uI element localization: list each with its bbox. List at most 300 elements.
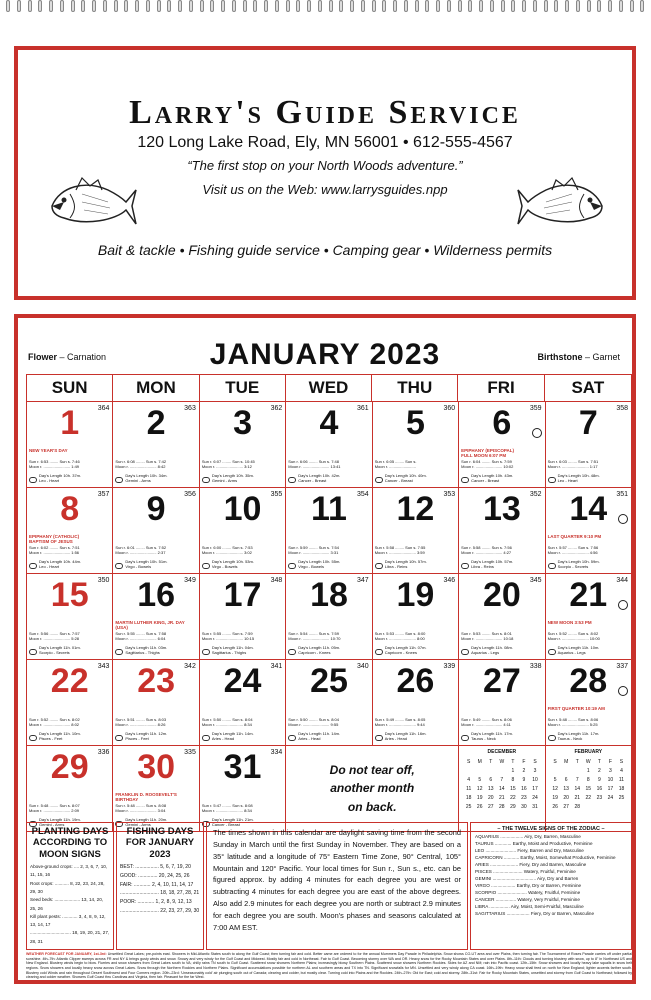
mini-date: 19: [476, 794, 483, 801]
spiral-loop: [393, 0, 397, 12]
mini-date: 17: [607, 785, 614, 792]
day-number: 20: [482, 576, 521, 614]
day-number: 15: [50, 576, 89, 614]
zodiac-sign-icon: [202, 563, 210, 569]
sun-times: Sun r. 5:50 ........ Sun s. 8:04 Moon r. ........................ 8:34: [201, 717, 253, 728]
day-number: 30: [137, 748, 176, 786]
mini-date: [594, 802, 605, 811]
fishing-title: FISHING DAYS FOR JANUARY 2023: [125, 826, 195, 860]
days-remaining: 353: [443, 491, 456, 498]
mini-date: 5: [553, 776, 557, 783]
mini-date: [561, 766, 572, 775]
spiral-loop: [114, 0, 118, 12]
days-remaining: 342: [184, 663, 196, 670]
mini-date: [474, 766, 485, 775]
moon-phase-icon: [618, 600, 628, 610]
spiral-loop: [587, 0, 591, 12]
day-length: Day's Length 11h. 17m. Taurus - Neck: [557, 731, 600, 742]
mini-date: 8: [586, 776, 590, 783]
mini-date: [605, 802, 616, 811]
mini-weekday: F: [608, 758, 612, 765]
day-cell: [200, 574, 286, 660]
spiral-loop: [404, 0, 408, 12]
sun-times: Sun r. 5:58 ........ Sun s. 7:55 Moon r. ........................ 3:59: [374, 545, 426, 556]
day-length: Day's Length 11h. 01m. Scorpio - Secrets: [39, 645, 81, 656]
day-length: Day's Length 11h. 10m. Pisces - Feet: [39, 731, 81, 742]
days-remaining: 351: [616, 491, 628, 498]
sun-times: Sun r. 6:03 ........ Sun s. 7:51 Moon r. ........................ 1:17: [547, 459, 599, 470]
calendar-footer: [26, 822, 632, 950]
day-number: 18: [310, 576, 348, 614]
sun-times: Sun r. 6:02 ........ Sun s. 7:51 Moon r. ........................ 1:56: [29, 545, 80, 556]
spiral-loop: [597, 0, 601, 12]
planting-days-box: [26, 822, 114, 950]
zodiac-sign-icon: [29, 563, 37, 569]
day-length: Day's Length 10h. 40m. Cancer - Breast: [384, 473, 427, 484]
days-remaining: 354: [357, 491, 369, 498]
sun-times: Sun r. 5:59 ........ Sun s. 7:54 Moon r. ........................ 3:31: [288, 545, 339, 556]
zodiac-sign-icon: [461, 563, 469, 569]
mini-date: 16: [596, 785, 603, 792]
company-website: Visit us on the Web: www.larrysguides.npp: [202, 182, 448, 197]
mini-date: 28: [499, 803, 505, 810]
month-title: JANUARY 2023: [209, 338, 441, 371]
day-cell: [373, 660, 459, 746]
day-length: Day's Length 11h. 04m. Sagittarius - Thighs: [211, 645, 254, 656]
mini-date: 6: [564, 776, 568, 783]
day-number: 29: [50, 748, 89, 786]
weekday-tue: TUE: [200, 375, 286, 401]
mini-date: 27: [487, 803, 494, 810]
spiral-loop: [458, 0, 462, 12]
zodiac-sign-icon: [288, 477, 296, 483]
spiral-loop: [243, 0, 247, 12]
spiral-loop: [479, 0, 483, 12]
day-number: 19: [396, 576, 435, 614]
day-length: Day's Length 11h. 14m. Aries - Head: [211, 731, 254, 742]
spiral-loop: [501, 0, 505, 12]
sun-times: Sun r. 5:54 ........ Sun s. 7:59 Moon r. ........................ 10:70: [288, 631, 341, 642]
days-remaining: 363: [184, 405, 196, 412]
time-info-text: The times shown in this calendar are daylight saving time from the second Sunday in March until the first Sunday in November. They are based on a 35° latitude and a longitude of 75° Eastern Time Zone, 90° Central, 105° Mountain and 120° Pacific. Your local times for Sun r., Sun s., etc. can be figured approx. by adding 4 minutes for each degree you are west or subtracting 4 minutes for each degree you are east of the above degrees. Also add 2.9 minutes for each degree you are north or subtract 2.9 minutes for each degree you are south. Moon's phases and seasons calculated at 7:00 AM EST.: [206, 822, 468, 950]
mini-date: 17: [532, 785, 538, 792]
day-length: Day's Length 10h. 57m. Libra - Reins: [384, 559, 427, 570]
day-number: 9: [146, 490, 166, 528]
days-remaining: 335: [184, 749, 196, 756]
spiral-loop: [6, 0, 10, 12]
zodiac-line: TAURUS ............. Earthy, Moist and Productive, Feminine: [475, 840, 593, 846]
mini-date: 12: [476, 785, 483, 792]
day-number: 17: [223, 576, 262, 614]
calendar-header: [18, 338, 632, 378]
spiral-loop: [511, 0, 515, 12]
day-cell: [113, 488, 199, 574]
day-length: Day's Length 10h. 51m. Virgo - Bowels: [125, 559, 168, 570]
zodiac-sign-icon: [115, 649, 123, 655]
day-number: 4: [319, 404, 339, 442]
sun-times: Sun r. 5:53 ........ Sun s. 8:01 Moon r. ........................ 10:18: [461, 631, 514, 642]
days-remaining: 340: [357, 663, 369, 670]
days-remaining: 362: [270, 405, 283, 412]
planting-line: Seed beds: .................... 13, 14, 20, 25, 26: [30, 897, 104, 911]
day-length: Day's Length 10h. 55m. Virgo - Bowels: [298, 559, 341, 570]
day-number: 31: [223, 748, 262, 786]
day-length: Day's Length 10h. 44m. Leo - Heart: [39, 559, 82, 570]
sun-times: Sun r. 5:57 ........ Sun s. 7:56 Moon r. ........................ 4:56: [547, 545, 599, 556]
mini-date: 30: [521, 803, 527, 810]
day-length: Day's Length 11h. 05m. Capricorn - Knees: [298, 645, 341, 656]
day-length: Day's Length 10h. 35m. Gemini - Arms: [211, 473, 254, 484]
spiral-loop: [264, 0, 268, 12]
zodiac-line: LEO ........................ Fiery, Barren and Dry, Masculine: [475, 847, 584, 853]
days-remaining: 334: [270, 749, 283, 756]
mini-date: 12: [552, 785, 558, 792]
day-cell: [546, 488, 632, 574]
zodiac-sign-icon: [288, 563, 296, 569]
zodiac-line: LIBRA ................ Airy, Moist, Semi-Fruitful, Masculine: [475, 903, 584, 909]
mini-calendar-table: [463, 757, 540, 811]
spiral-loop: [200, 0, 204, 12]
days-remaining: 355: [270, 491, 283, 498]
mini-weekday: S: [553, 758, 557, 765]
company-tagline: “The first stop on your North Woods adventure.”: [187, 158, 463, 173]
mini-date: 23: [596, 794, 603, 801]
zodiac-line: ARIES ...................... Fiery, Dry and Barren, Masculine: [475, 861, 587, 867]
spiral-loop: [38, 0, 42, 12]
zodiac-sign-icon: [288, 735, 296, 741]
days-remaining: 341: [270, 663, 283, 670]
days-remaining: 347: [357, 577, 369, 584]
day-cell: [27, 488, 113, 574]
day-number: 16: [137, 576, 176, 614]
day-number: 11: [311, 490, 347, 528]
weekday-fri: FRI: [458, 375, 544, 401]
spiral-loop: [640, 0, 644, 12]
mini-date: 3: [533, 767, 537, 774]
mini-date: 15: [585, 785, 592, 792]
holiday-label: NEW MOON 3:53 PM: [547, 620, 592, 625]
zodiac-box: [470, 822, 632, 950]
spiral-loop: [630, 0, 634, 12]
days-remaining: 346: [443, 577, 456, 584]
zodiac-sign-icon: [375, 563, 383, 569]
holiday-label: MARTIN LUTHER KING, JR. DAY (USA): [115, 620, 185, 631]
mini-date: 22: [510, 794, 516, 801]
weather-forecast: WEATHER FORECAST FOR JANUARY, 1st-3rd: Unsettled Great Lakes; pre-points east. Showers in Mid-Atlantic States south to along the Gulf Coast; then turning fair and cold. Better came are ordered to for the annual Mummers Day Parade in Philadelphia. Snow shows CO-UT area and over Plains, then turning fair. The Tournament of Roses Parade carries off under partial sunshine. 4th–7th: Atlantic Clipper sweeps across FR and NY & brings gusty winds and snow. Snowy and very windy for the Gulf Coast and Midwest. Mostly fair and cold in Northeast. Fair to Gulf Coast. Becoming stormy over WA and OR. Heavy snow for the Rocky Mountain States and over Plains. 8th–11th: Clouds and turning blustery with snow, up to 8" in Northeast US and New England. Blustery winds begin to blow. Flurries and snow showers from Great Lakes south to VA; chilly rains TN south to Gulf Coast. Scattered snow showers Northern Plains; increasingly blowy Southern Plains. Scattered snow showers Northern Rockies. Skies for AZ and NM; rain into Pacific coast. 12th–15th: Snow showers and locally heavy lake squalls in snow belt regions. Snow showers and locally heavy snow across Great Lakes. Snow through the Northern Rockies and Northern Plains. Significant accumulations possible for northern AL and southern areas and TX into TN. Significant snowfalls for MN. Unsettled and very windy along CA coast. 16th–19th: Heavy snow shall feed on north for New England; lighter accents farther south. Blustery cold Winds and rain throughout Desert Southwest and Four Corners region. 20th–23rd: 'Unseasonably cold' air plunging south out of Canada; clearing and colder, but mostly clear. Turning cold into Plains and the Rockies. 24th–27th: Old for East; cold and stormy. 28th–31st: Fair for Rocky Mountain States, unsettled and stormy from Gulf Coast to Northeast; followed by clearing and colder weather. Showers Gulf Coast thru Carolinas and Virginia, then fair. Pleasant for the far West.: [26, 952, 632, 980]
spiral-loop: [490, 0, 494, 12]
spiral-loop: [210, 0, 214, 12]
day-cell: [286, 488, 372, 574]
mini-date: 26: [476, 803, 483, 810]
mini-date: 1: [511, 767, 515, 774]
zodiac-sign-icon: [461, 735, 469, 741]
zodiac-sign-icon: [202, 735, 210, 741]
spiral-loop: [81, 0, 85, 12]
zodiac-sign-icon: [548, 649, 556, 655]
planting-line: ................................ 18, 19, 20, 21, 27, 28, 31: [30, 930, 110, 944]
mini-date: 21: [499, 794, 505, 801]
spiral-loop: [318, 0, 322, 12]
day-length: Day's Length 10h. 42m. Cancer - Breast: [298, 473, 341, 484]
spiral-loop: [544, 0, 548, 12]
day-length: Day's Length 11h. 10m. Aquarius - Legs: [557, 645, 600, 656]
zodiac-sign-icon: [29, 649, 37, 655]
spiral-binding: [0, 0, 651, 14]
zodiac-sign-icon: [375, 735, 383, 741]
company-services: Bait & tackle • Fishing guide service • Camping gear • Wilderness permits: [97, 242, 553, 258]
holiday-label: NEW YEAR'S DAY: [29, 448, 68, 453]
zodiac-sign-icon: [115, 477, 123, 483]
mini-calendar-title: DECEMBER: [487, 749, 517, 755]
day-cell: [546, 660, 632, 746]
mini-weekday: S: [466, 758, 471, 765]
fishing-line: GOOD: .............. 20, 24, 25, 26: [120, 872, 190, 879]
day-number: 13: [482, 490, 521, 528]
mini-date: 2: [522, 767, 526, 774]
spiral-loop: [576, 0, 580, 12]
mini-calendar-february: [546, 746, 632, 832]
day-number: 8: [60, 490, 80, 528]
day-cell: [286, 402, 372, 488]
fishing-line: FAIR: ............ 2, 4, 10, 11, 14, 17: [120, 881, 194, 888]
sun-times: Sun r. 5:48 ........ Sun s. 8:08 Moon r. ........................ 3:04: [115, 803, 167, 814]
mini-date: 29: [510, 803, 516, 810]
day-number: 21: [569, 576, 608, 614]
zodiac-sign-icon: [115, 563, 123, 569]
mini-date: 5: [478, 776, 482, 783]
mini-date: 21: [574, 794, 580, 801]
day-number: 6: [492, 404, 512, 442]
mini-date: 24: [607, 794, 614, 801]
spiral-loop: [425, 0, 429, 12]
spiral-loop: [71, 0, 75, 12]
mini-date: 7: [500, 776, 504, 783]
mini-date: [572, 766, 583, 775]
fishing-days-box: [116, 822, 204, 950]
calendar-panel: [14, 314, 636, 984]
spiral-loop: [382, 0, 386, 12]
days-remaining: 356: [184, 491, 196, 498]
day-cell: [200, 402, 286, 488]
mini-calendar-table: [550, 757, 627, 811]
sun-times: Sun r. 6:53 ........ Sun s. 7:46 Moon r. ........................ 1:49: [29, 459, 80, 470]
sun-times: Sun r. 5:51 ........ Sun s. 8:03 Moon r. ........................ 8:26: [115, 717, 167, 728]
zodiac-sign-icon: [461, 649, 469, 655]
day-cell: [27, 574, 113, 660]
mini-weekday: T: [575, 758, 579, 765]
company-name: Larry's Guide Service: [129, 94, 521, 131]
day-cell: [459, 488, 545, 574]
day-length: Day's Length 11h. 03m. Sagittarius - Thighs: [125, 645, 168, 656]
day-number: 28: [569, 662, 608, 700]
day-number: 5: [405, 404, 425, 442]
sun-times: Sun r. 5:56 ........ Sun s. 7:57 Moon r. ........................ 5:28: [29, 631, 80, 642]
sun-times: Sun r. 6:01 ........ Sun s. 7:52 Moon r. ........................ 2:37: [115, 545, 167, 556]
mini-date: [463, 766, 474, 775]
mini-date: 20: [487, 794, 494, 801]
spiral-loop: [361, 0, 365, 12]
zodiac-line: CAPRICORN ............ Earthy, Moist, Somewhat Productive, Feminine: [475, 854, 616, 860]
mini-weekday: T: [489, 758, 493, 765]
day-length: Day's Length 10h. 59m. Scorpio - Secrets: [557, 559, 600, 570]
spiral-loop: [619, 0, 623, 12]
holiday-label: FRANKLIN D. ROOSEVELT'S BIRTHDAY: [115, 792, 177, 803]
calendar-grid: [26, 374, 632, 832]
day-cell: [459, 402, 545, 488]
mini-date: 9: [522, 776, 526, 783]
day-length: Day's Length 11h. 07m. Capricorn - Knees: [384, 645, 427, 656]
day-length: Day's Length 11h. 12m. Pisces - Feet: [125, 731, 168, 742]
zodiac-sign-icon: [202, 649, 210, 655]
days-remaining: 338: [529, 663, 542, 670]
weekday-wed: WED: [286, 375, 372, 401]
spiral-loop: [608, 0, 612, 12]
spiral-loop: [167, 0, 171, 12]
day-cell: [373, 402, 459, 488]
spiral-loop: [468, 0, 472, 12]
mini-date: 20: [563, 794, 569, 801]
zodiac-sign-icon: [202, 477, 210, 483]
mini-date: 14: [499, 785, 505, 792]
mini-weekday: S: [533, 758, 537, 765]
sun-times: Sun r. 6:06 ........ Sun s. 7:48 Moon r. ........................ 13:41: [288, 459, 341, 470]
spiral-loop: [275, 0, 279, 12]
spiral-loop: [554, 0, 558, 12]
calendar-weeks: [26, 402, 632, 832]
weekday-sat: SAT: [571, 378, 605, 397]
mini-date: 6: [489, 776, 493, 783]
day-cell: [286, 574, 372, 660]
mini-date: [485, 766, 496, 775]
day-cell: [459, 660, 545, 746]
zodiac-title: – THE TWELVE SIGNS OF THE ZODIAC –: [497, 826, 605, 832]
mini-calendar-december: [459, 746, 545, 832]
mini-date: 24: [532, 794, 538, 801]
fishing-line: POOR: ............ 1, 2, 8, 9, 12, 13: [120, 899, 192, 906]
moon-phase-icon: [618, 686, 628, 696]
mini-date: 9: [597, 776, 601, 783]
spiral-loop: [124, 0, 128, 12]
day-number: 24: [223, 662, 262, 700]
spiral-loop: [447, 0, 451, 12]
mini-date: [550, 766, 561, 775]
spiral-loop: [565, 0, 569, 12]
zodiac-sign-icon: [548, 735, 556, 741]
day-length: Day's Length 10h. 43m. Cancer - Breast: [471, 473, 514, 484]
day-length: Day's Length 10h. 57m. Libra - Reins: [471, 559, 514, 570]
zodiac-sign-icon: [548, 563, 556, 569]
days-remaining: 343: [97, 663, 110, 670]
mini-date: 7: [575, 776, 579, 783]
day-length: Day's Length 10h. 34m. Gemini - Arms: [125, 473, 168, 484]
sun-times: Sun r. 5:52 ........ Sun s. 8:02 Moon r. ........................ 8:02: [29, 717, 80, 728]
sun-times: Sun r. 6:04 ........ Sun s. 7:59 Moon r. ........................ 10:02: [461, 459, 514, 470]
day-length: Day's Length 11h. 16m. Aries - Head: [384, 731, 427, 742]
sun-times: Sun r. 5:52 ........ Sun s. 8:02 Moon r. ........................ 10:00: [547, 631, 600, 642]
fishing-line: ............................ 22, 23, 27, 29, 30: [120, 907, 200, 914]
weekday-thu: THU: [372, 375, 458, 401]
mini-date: [496, 766, 507, 775]
day-cell: [200, 660, 286, 746]
mini-date: 25: [618, 794, 625, 801]
days-remaining: 349: [184, 577, 196, 584]
zodiac-line: SAGITTARIUS .................. Fiery, Dry or Barren, Masculine: [475, 910, 595, 916]
mini-weekday: T: [511, 758, 515, 765]
weekday-mon: MON: [113, 375, 199, 401]
zodiac-sign-icon: [375, 649, 383, 655]
days-remaining: 348: [270, 577, 283, 584]
spiral-loop: [307, 0, 311, 12]
mini-weekday: F: [522, 758, 526, 765]
day-cell: [373, 488, 459, 574]
mini-date: 10: [607, 776, 614, 783]
zodiac-sign-icon: [29, 735, 37, 741]
mini-date: 13: [487, 785, 494, 792]
spiral-loop: [60, 0, 64, 12]
bass-fish-right-icon: [516, 172, 608, 232]
day-cell: [546, 574, 632, 660]
mini-date: 18: [465, 794, 472, 801]
holiday-label: LAST QUARTER 9:10 PM: [547, 534, 602, 539]
spiral-loop: [533, 0, 537, 12]
mini-date: 28: [574, 803, 580, 810]
sun-times: Sun r. 6:07 ........ Sun s. 10:45 Moon r. ........................ 3:12: [201, 459, 255, 470]
day-number: 3: [233, 404, 253, 442]
sun-times: Sun r. 5:53 ........ Sun s. 8:00 Moon r. ........................ 8:00: [374, 631, 426, 642]
spiral-loop: [436, 0, 440, 12]
spiral-loop: [372, 0, 376, 12]
day-cell: [113, 660, 199, 746]
mini-date: [616, 802, 627, 811]
sun-times: Sun r. 5:49 ........ Sun s. 8:06 Moon r. ........................ 4:11: [461, 717, 512, 728]
mini-weekday: S: [619, 758, 624, 765]
spiral-loop: [253, 0, 257, 12]
mini-date: 2: [597, 767, 601, 774]
mini-weekday: W: [499, 758, 505, 765]
day-number: 26: [396, 662, 435, 700]
mini-date: 3: [609, 767, 612, 774]
spiral-loop: [415, 0, 419, 12]
day-cell: [200, 746, 286, 832]
days-remaining: 357: [97, 491, 110, 498]
zodiac-sign-icon: [548, 477, 556, 483]
days-remaining: 345: [529, 577, 542, 584]
day-length: Day's Length 11h. 08m. Aquarius - Legs: [471, 645, 513, 656]
day-cell: [546, 402, 632, 488]
mini-date: 4: [467, 776, 471, 783]
planting-line: Kill plant pests: ............ 3, 4, 8, 9, 12, 13, 14, 17: [30, 913, 106, 928]
fishing-line: ............................ 18, 18, 27, 28, 21: [120, 890, 200, 897]
zodiac-line: CANCER ................ Watery, Very Fruitful, Feminine: [475, 896, 580, 902]
spiral-loop: [103, 0, 107, 12]
day-number: 25: [310, 662, 348, 700]
mini-date: 8: [511, 776, 515, 783]
mini-date: 18: [618, 785, 625, 792]
day-cell: [113, 574, 199, 660]
mini-date: 22: [585, 794, 592, 801]
mini-date: 14: [574, 785, 580, 792]
spiral-loop: [189, 0, 193, 12]
sun-times: Sun r. 5:55 ........ Sun s. 7:59 Moon r. ........................ 10:15: [201, 631, 255, 642]
sun-times: Sun r. 6:05 ........ Sun s. Moon r. ........................: [374, 459, 417, 470]
spiral-loop: [178, 0, 182, 12]
sun-times: Sun r. 5:58 ........ Sun s. 7:56 Moon r. ........................ 4:27: [461, 545, 512, 556]
days-remaining: 350: [97, 577, 110, 584]
day-length: Day's Length 11h. 20m. Gemini - Arms: [125, 817, 168, 828]
day-number: 23: [137, 662, 176, 700]
zodiac-sign-icon: [29, 477, 37, 483]
mini-date: [583, 802, 594, 811]
